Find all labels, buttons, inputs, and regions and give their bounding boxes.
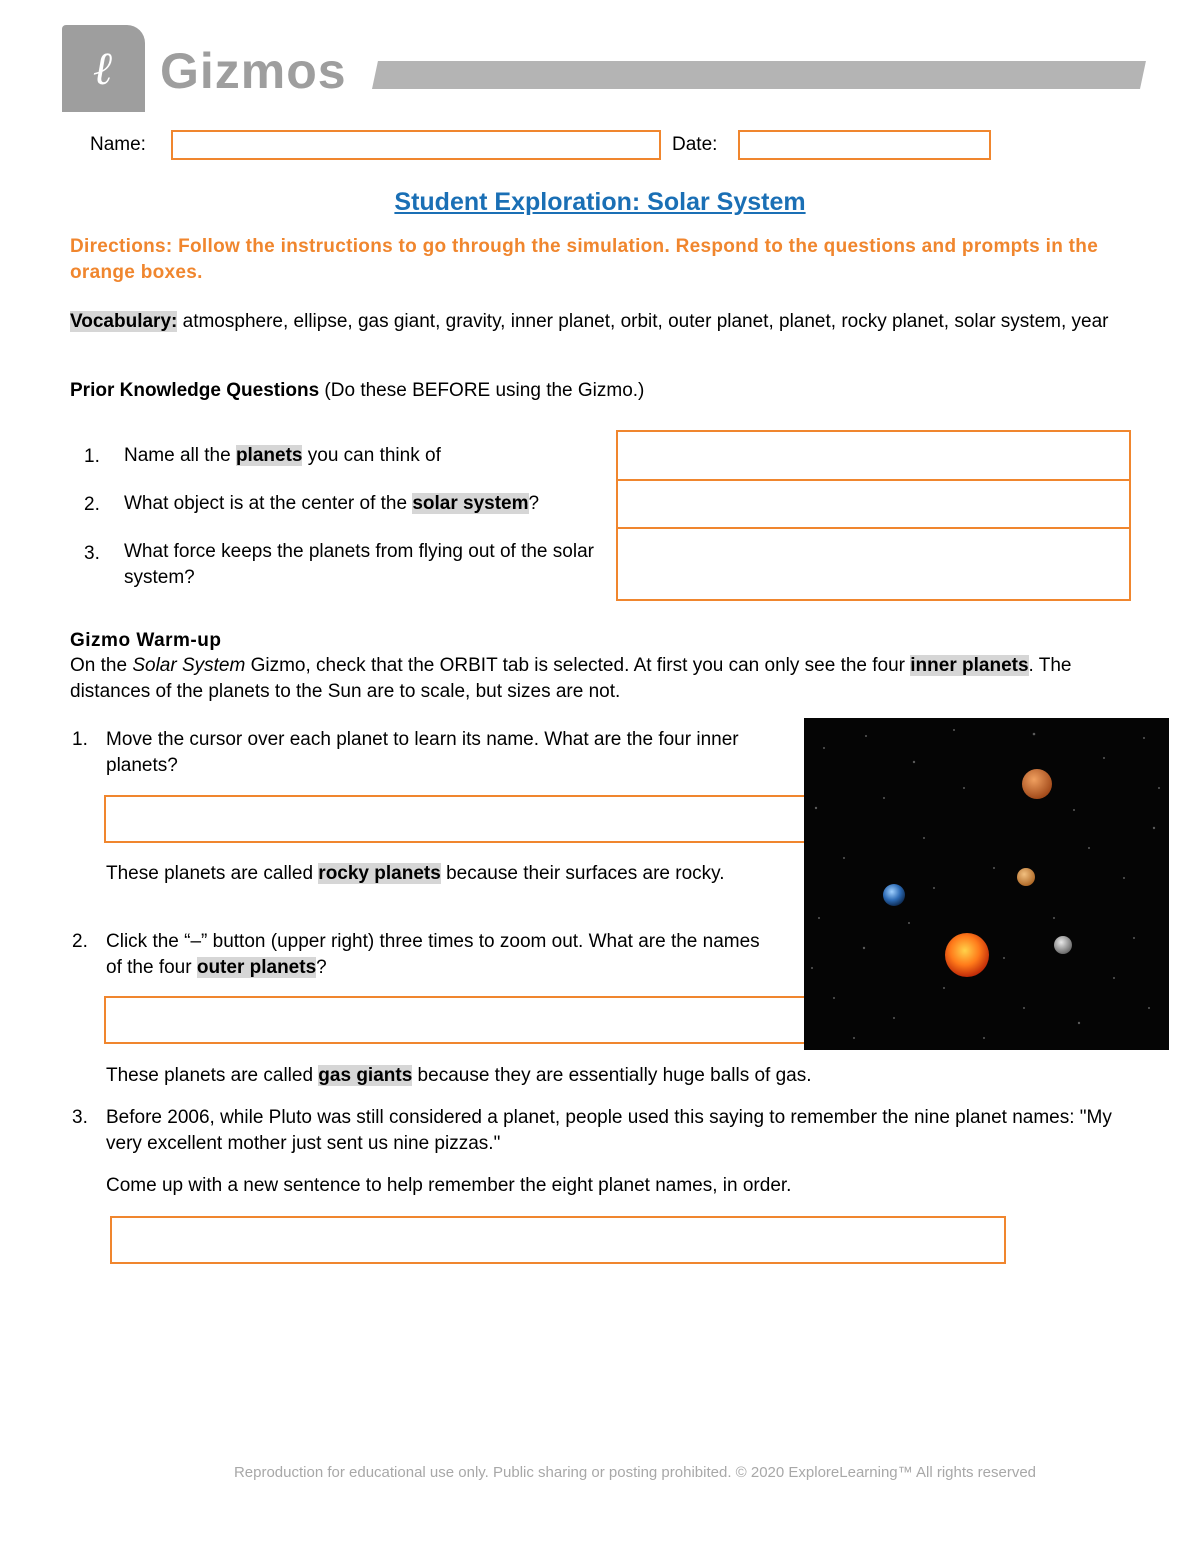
stars (811, 729, 1160, 1039)
note-text-part: These planets are called (106, 1065, 319, 1086)
question-text (124, 491, 614, 517)
question-number: 2. (72, 931, 88, 952)
question-note (106, 861, 766, 887)
intro-text-part: On the (70, 655, 133, 676)
question-prompt: Come up with a new sentence to help remember the eight planet names, in order. (106, 1175, 792, 1196)
earth-planet[interactable] (883, 884, 905, 906)
logo-badge (62, 25, 145, 112)
vocab-term: solar system (412, 493, 529, 514)
question-text: Before 2006, while Pluto was still considered a planet, people used this saying to remember the nine planet names: "My very excellent mother just sent us nine pizzas." (106, 1107, 1112, 1154)
page-title: Student Exploration: Solar System (394, 188, 806, 216)
vocabulary-label: Vocabulary: (70, 311, 178, 332)
warmup-intro (70, 653, 1130, 705)
intro-text-part: . The distances of the planets to the Sun are to scale, but sizes are not. (70, 655, 1072, 702)
solar-system-graphic (804, 718, 1169, 1050)
question-number: 1. (84, 446, 100, 467)
solar-system-image (804, 718, 1169, 1050)
question-text-part: ? (528, 493, 540, 514)
date-field[interactable] (738, 130, 991, 160)
header-bar (372, 61, 1146, 89)
question-text-part: What object is at the center of the (124, 493, 413, 514)
logo-glyph: ℓ (93, 41, 114, 95)
question-note (106, 1063, 1126, 1089)
name-label: Name: (90, 134, 146, 155)
question-number: 2. (84, 494, 100, 515)
prior-knowledge-note: (Do these BEFORE using the Gizmo.) (319, 380, 645, 401)
vocabulary-terms: atmosphere, ellipse, gas giant, gravity, inner planet, orbit, outer planet, planet, rocky planet, solar system, year (177, 311, 1109, 332)
question-text-part: you can think of (302, 445, 441, 466)
vocabulary (70, 309, 1140, 335)
prior-knowledge-heading (70, 378, 644, 404)
question-text (106, 929, 766, 981)
question-number: 3. (84, 543, 100, 564)
note-text-part: because their surfaces are rocky. (440, 863, 725, 884)
directions: Directions: Follow the instructions to go through the simulation. Respond to the questions and prompts in the orange boxes. (70, 236, 1099, 283)
mercury-planet[interactable] (1054, 936, 1072, 954)
answer-box-center[interactable] (616, 479, 1131, 529)
question-text-part: Click the “–” button (upper right) three times to zoom out. What are the names of the four (106, 931, 760, 978)
vocab-term: rocky planets (318, 863, 441, 884)
answer-box-planets[interactable] (616, 430, 1131, 481)
venus-planet[interactable] (1017, 868, 1035, 886)
footer-copyright: Reproduction for educational use only. Public sharing or posting prohibited. © 2020 ExploreLearning™ All rights reserved (233, 1464, 1037, 1481)
intro-text-part: Gizmo, check that the ORBIT tab is selected. At first you can only see the four (245, 655, 911, 676)
brand-name: Gizmos (160, 43, 347, 99)
question-text: Move the cursor over each planet to learn its name. What are the four inner planets? (106, 729, 739, 776)
name-field[interactable] (171, 130, 661, 160)
vocab-term: planets (235, 445, 303, 466)
question-number: 3. (72, 1107, 88, 1128)
sun[interactable] (945, 933, 989, 977)
date-label: Date: (672, 134, 718, 155)
answer-box-inner-planets[interactable] (104, 795, 814, 843)
question-text (124, 443, 614, 469)
answer-box-mnemonic[interactable] (110, 1216, 1006, 1264)
question-text: What force keeps the planets from flying out of the solar system? (124, 541, 594, 588)
question-number: 1. (72, 729, 88, 750)
answer-box-force[interactable] (616, 527, 1131, 601)
vocab-term: outer planets (196, 957, 317, 978)
prior-knowledge-title: Prior Knowledge Questions (70, 380, 320, 401)
question-text-part: ? (316, 957, 327, 978)
question-text-part: Name all the (124, 445, 236, 466)
warmup-heading: Gizmo Warm-up (70, 630, 222, 651)
mars-planet[interactable] (1022, 769, 1052, 799)
gizmo-name: Solar System (132, 655, 246, 676)
vocab-term: inner planets (910, 655, 1029, 676)
note-text-part: These planets are called (106, 863, 319, 884)
note-text-part: because they are essentially huge balls of gas. (412, 1065, 812, 1086)
answer-box-outer-planets[interactable] (104, 996, 814, 1044)
vocab-term: gas giants (318, 1065, 413, 1086)
